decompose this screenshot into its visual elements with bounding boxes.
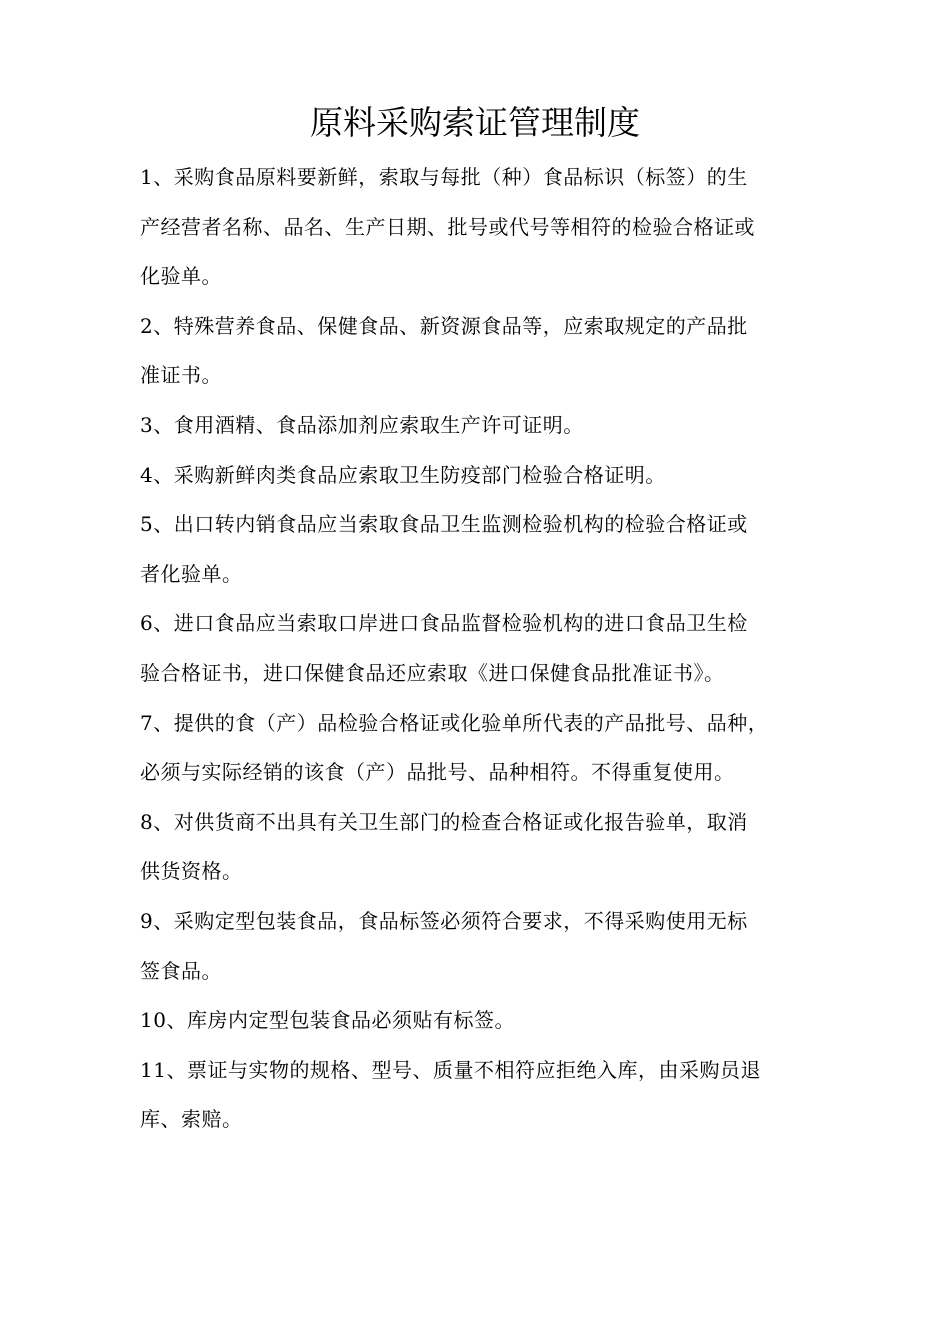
text-line: 供货资格。 — [140, 859, 243, 884]
text-line: 10、库房内定型包装食品必须贴有标签。 — [140, 1008, 515, 1033]
document-title: 原料采购索证管理制度 — [310, 103, 640, 142]
document-body — [140, 153, 820, 1145]
text-line: 9、采购定型包装食品，食品标签必须符合要求，不得采购使用无标 — [140, 908, 748, 933]
text-line: 必须与实际经销的该食（产）品批号、品种相符。不得重复使用。 — [140, 760, 735, 785]
text-line: 化验单。 — [140, 264, 222, 289]
text-line: 验合格证书，进口保健食品还应索取《进口保健食品批准证书》。 — [140, 660, 725, 685]
text-line: 4、采购新鲜肉类食品应索取卫生防疫部门检验合格证明。 — [140, 462, 666, 487]
text-line: 准证书。 — [140, 363, 222, 388]
text-line: 签食品。 — [140, 958, 222, 983]
text-line: 者化验单。 — [140, 561, 243, 586]
text-line: 8、对供货商不出具有关卫生部门的检查合格证或化报告验单，取消 — [140, 809, 748, 834]
text-line: 7、提供的食（产）品检验合格证或化验单所代表的产品批号、品种， — [140, 710, 769, 735]
text-line: 6、进口食品应当索取口岸进口食品监督检验机构的进口食品卫生检 — [140, 611, 748, 636]
text-line: 库、索赔。 — [140, 1107, 243, 1132]
text-line: 3、食用酒精、食品添加剂应索取生产许可证明。 — [140, 412, 584, 437]
text-line: 1、采购食品原料要新鲜，索取与每批（种）食品标识（标签）的生 — [140, 165, 748, 189]
text-line: 2、特殊营养食品、保健食品、新资源食品等，应索取规定的产品批 — [140, 313, 748, 338]
text-line: 5、出口转内销食品应当索取食品卫生监测检验机构的检验合格证或 — [140, 512, 748, 537]
text-line: 产经营者名称、品名、生产日期、批号或代号等相符的检验合格证或 — [140, 214, 755, 239]
text-line: 11、票证与实物的规格、型号、质量不相符应拒绝入库，由采购员退 — [140, 1057, 761, 1082]
